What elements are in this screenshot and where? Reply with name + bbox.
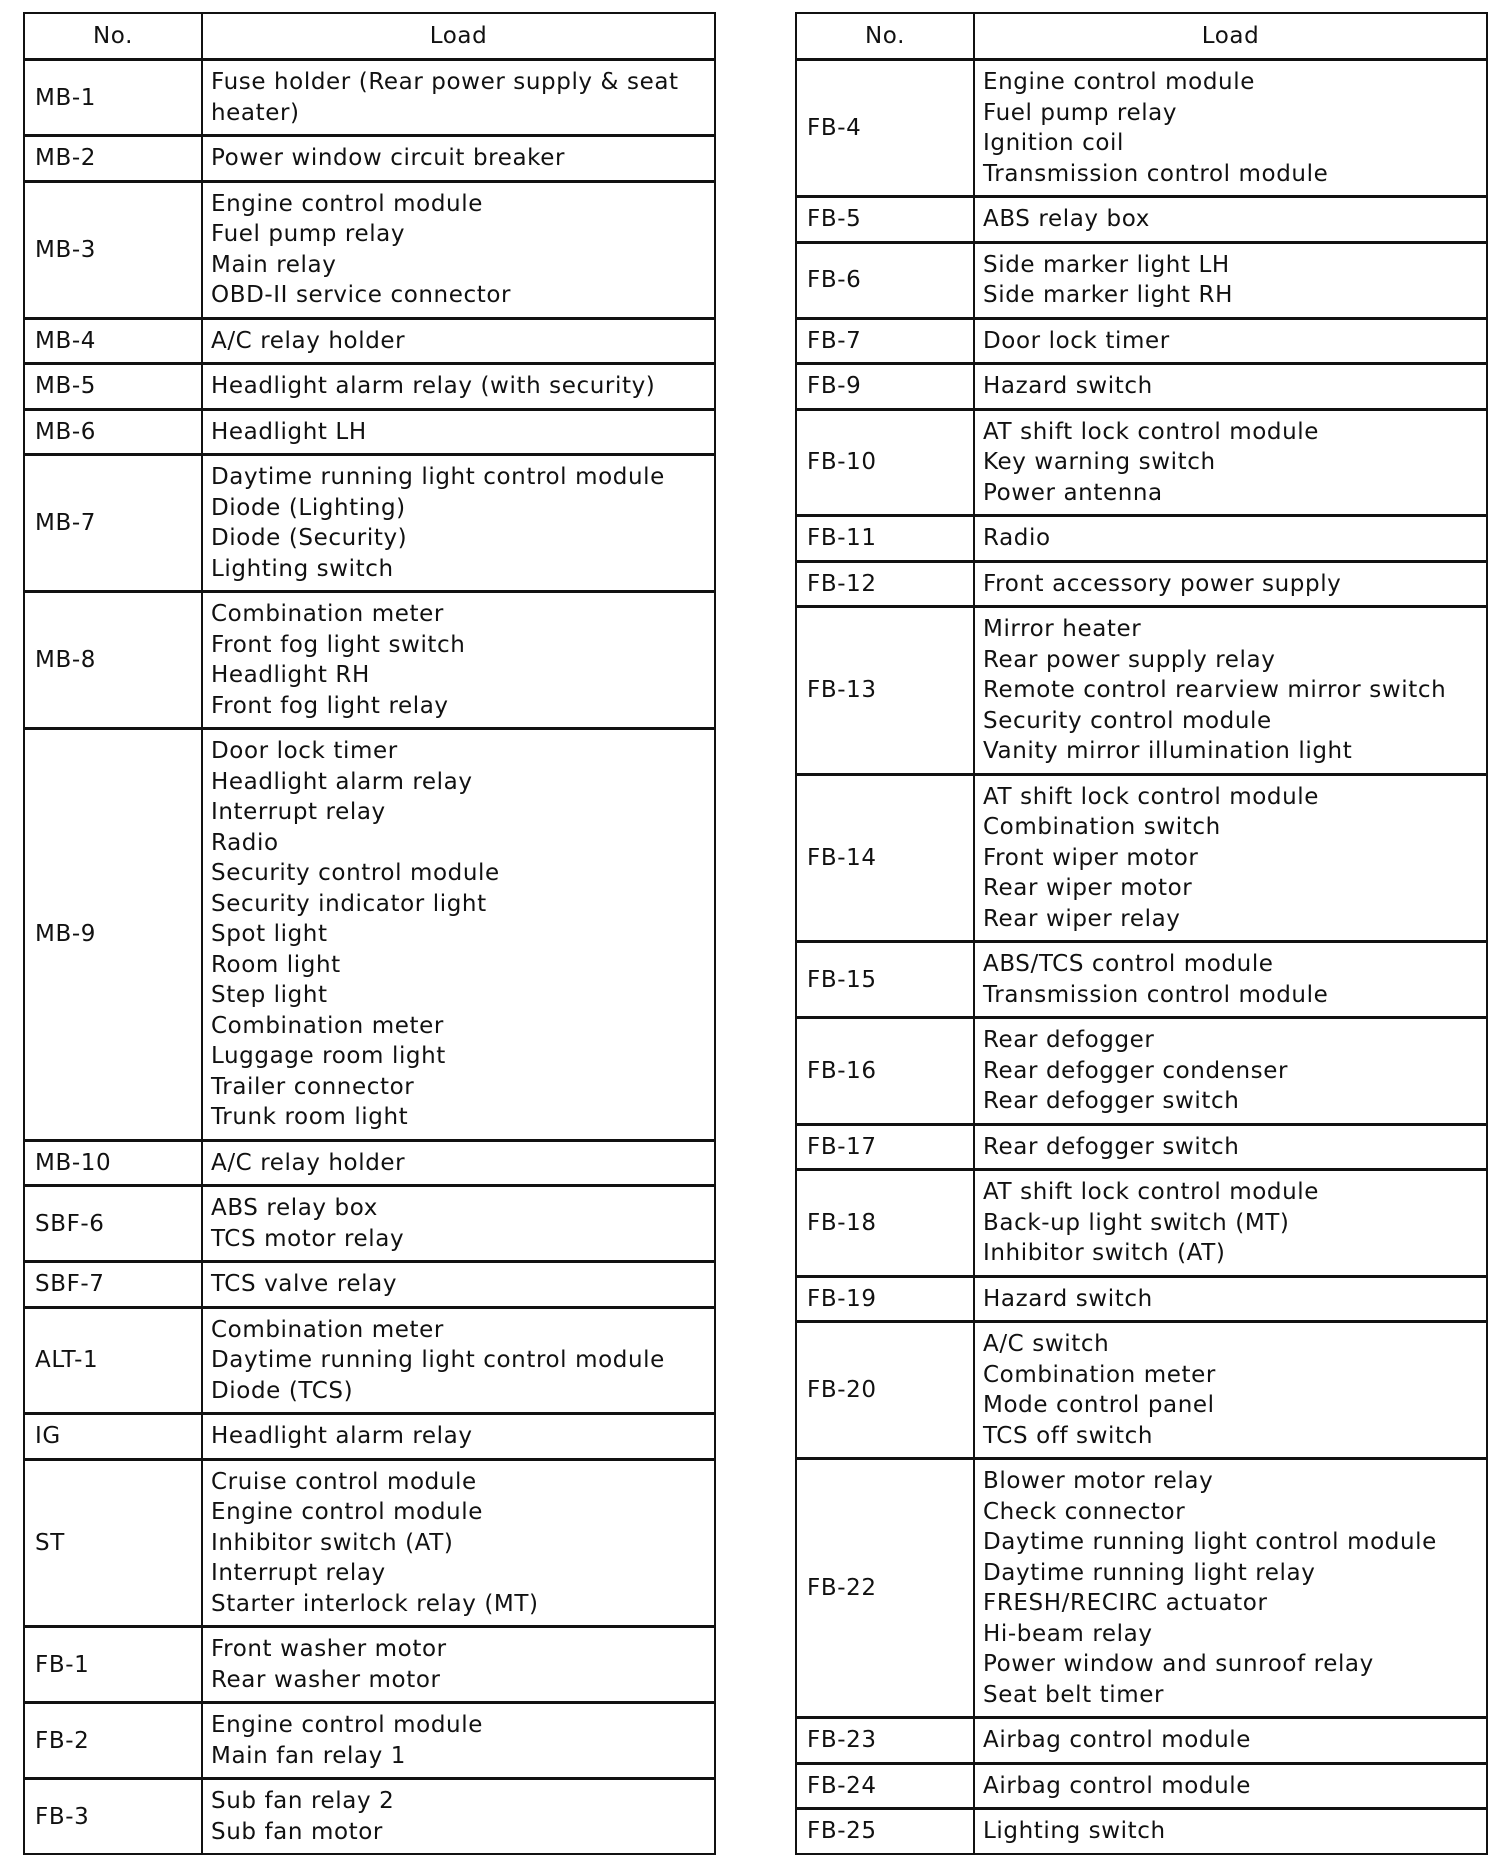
table-row (24, 1779, 715, 1855)
load-item: Fuel pump relay (983, 99, 1178, 126)
table-row (24, 181, 715, 318)
table-row (796, 1322, 1487, 1459)
load-item: Combination meter (211, 601, 444, 627)
table-row (796, 1809, 1487, 1854)
fuse-number: FB-16 (796, 1018, 974, 1125)
load-item: FRESH/RECIRC actuator (983, 1590, 1268, 1616)
load-cell (974, 60, 1487, 197)
load-cell (202, 136, 715, 182)
load-item: Headlight alarm relay (211, 768, 473, 795)
fuse-number: FB-13 (796, 607, 974, 775)
fuse-number: FB-19 (796, 1276, 974, 1322)
load-item: Front fog light relay (211, 692, 449, 719)
load-item: Lighting switch (983, 1818, 1166, 1844)
load-item: Step light (211, 982, 328, 1008)
load-cell (202, 1627, 715, 1703)
load-item: Check connector (983, 1498, 1186, 1525)
load-item: Security indicator light (211, 890, 487, 917)
load-item: Interrupt relay (211, 1560, 386, 1586)
load-item: Trunk room light (211, 1104, 409, 1130)
load-item: Radio (983, 525, 1051, 551)
load-item: ABS relay box (211, 1195, 378, 1221)
fuse-number: MB-4 (24, 318, 202, 364)
table-row (796, 1763, 1487, 1809)
load-item: Lighting switch (211, 555, 394, 582)
load-cell (974, 409, 1487, 516)
fuse-number: IG (24, 1414, 202, 1460)
load-item: Front accessory power supply (983, 570, 1342, 597)
load-cell (974, 197, 1487, 243)
load-cell (974, 318, 1487, 364)
load-item: Rear wiper motor (983, 875, 1193, 901)
load-item: Mode control panel (983, 1392, 1215, 1418)
table-row (796, 1018, 1487, 1125)
fuse-number: FB-25 (796, 1809, 974, 1854)
fuse-number: FB-10 (796, 409, 974, 516)
table-row (24, 1186, 715, 1262)
load-item: Combination meter (211, 1012, 444, 1039)
table-row (796, 516, 1487, 562)
load-item: Headlight LH (211, 418, 367, 445)
load-item: Door lock timer (983, 327, 1170, 354)
load-item: A/C relay holder (211, 1149, 406, 1176)
load-item: Room light (211, 951, 341, 978)
load-item: Daytime running light control module (211, 464, 665, 490)
table-row (24, 1140, 715, 1186)
load-cell (202, 1703, 715, 1779)
load-item: Back-up light switch (MT) (983, 1209, 1290, 1236)
load-item: Headlight alarm relay (211, 1423, 473, 1449)
load-item: A/C relay holder (211, 327, 406, 354)
table-row (24, 136, 715, 182)
load-cell (202, 1186, 715, 1262)
table-row (796, 774, 1487, 942)
table-row (24, 592, 715, 729)
load-item: Power antenna (983, 479, 1163, 506)
load-item: AT shift lock control module (983, 418, 1320, 445)
fuse-number: FB-9 (796, 364, 974, 410)
load-item: Rear defogger switch (983, 1088, 1240, 1114)
fuse-number: FB-7 (796, 318, 974, 364)
load-item: TCS motor relay (211, 1225, 405, 1252)
table-row (24, 1414, 715, 1460)
load-item: TCS off switch (983, 1422, 1154, 1449)
table-row (796, 1718, 1487, 1764)
fuse-number: MB-2 (24, 136, 202, 182)
load-item: Combination meter (983, 1361, 1216, 1388)
load-cell (974, 1718, 1487, 1764)
table-row (24, 1262, 715, 1308)
fuse-number: ALT-1 (24, 1307, 202, 1414)
load-cell (974, 1170, 1487, 1277)
load-cell (974, 1809, 1487, 1854)
load-item: Vanity mirror illumination light (983, 738, 1353, 764)
load-column-header: Load (974, 13, 1487, 60)
load-item: Combination switch (983, 814, 1221, 840)
fuse-number: FB-5 (796, 197, 974, 243)
load-item: Mirror heater (983, 616, 1142, 642)
left-fuse-table (23, 12, 716, 1855)
load-item: Diode (Lighting) (211, 494, 406, 521)
load-cell (202, 318, 715, 364)
load-item: Main fan relay 1 (211, 1742, 407, 1769)
load-item: Front washer motor (211, 1636, 447, 1662)
load-item: Rear washer motor (211, 1666, 441, 1693)
load-item: Fuse holder (Rear power supply & seat heater) (211, 69, 679, 126)
table-row (796, 1170, 1487, 1277)
fuse-number: FB-14 (796, 774, 974, 942)
load-cell (974, 364, 1487, 410)
load-cell (202, 1307, 715, 1414)
right-fuse-table (795, 12, 1488, 1855)
no-column-header: No. (24, 13, 202, 60)
load-cell (974, 1018, 1487, 1125)
fuse-number: MB-5 (24, 364, 202, 410)
load-item: AT shift lock control module (983, 1179, 1320, 1205)
table-row (796, 607, 1487, 775)
load-item: Side marker light LH (983, 251, 1230, 278)
load-item: Main relay (211, 251, 337, 278)
table-row (24, 60, 715, 136)
load-item: Radio (211, 829, 279, 856)
load-cell (202, 181, 715, 318)
table-row (24, 1627, 715, 1703)
load-item: Engine control module (983, 69, 1255, 95)
load-item: Combination meter (211, 1316, 444, 1343)
fuse-number: FB-3 (24, 1779, 202, 1855)
fuse-number: FB-24 (796, 1763, 974, 1809)
load-item: A/C switch (983, 1331, 1110, 1357)
fuse-number: FB-18 (796, 1170, 974, 1277)
load-cell (202, 1459, 715, 1627)
load-cell (974, 1322, 1487, 1459)
load-item: Hi-beam relay (983, 1620, 1153, 1647)
fuse-number: FB-12 (796, 561, 974, 607)
load-cell (202, 729, 715, 1141)
load-cell (202, 455, 715, 592)
load-cell (202, 1414, 715, 1460)
load-item: Diode (Security) (211, 525, 408, 551)
table-row (796, 409, 1487, 516)
fuse-number: MB-6 (24, 409, 202, 455)
load-item: Rear defogger condenser (983, 1057, 1289, 1084)
header-row (796, 13, 1487, 60)
fuse-number: FB-4 (796, 60, 974, 197)
load-item: Seat belt timer (983, 1681, 1165, 1708)
fuse-number: FB-15 (796, 942, 974, 1018)
load-item: TCS valve relay (211, 1271, 398, 1297)
load-item: Fuel pump relay (211, 221, 406, 247)
load-item: Rear power supply relay (983, 646, 1276, 673)
header-row (24, 13, 715, 60)
fuse-number: SBF-6 (24, 1186, 202, 1262)
load-item: Security control module (211, 860, 500, 886)
load-cell (974, 516, 1487, 562)
load-item: Starter interlock relay (MT) (211, 1590, 539, 1617)
load-item: Blower motor relay (983, 1468, 1214, 1494)
load-item: Headlight alarm relay (with security) (211, 373, 656, 399)
table-row (796, 1459, 1487, 1718)
load-item: AT shift lock control module (983, 783, 1320, 810)
load-item: Hazard switch (983, 1285, 1153, 1312)
fuse-number: FB-1 (24, 1627, 202, 1703)
load-item: Security control module (983, 707, 1272, 734)
load-item: Door lock timer (211, 738, 398, 764)
fuse-number: ST (24, 1459, 202, 1627)
load-item: Front wiper motor (983, 844, 1199, 871)
table-row (796, 318, 1487, 364)
load-item: Power window and sunroof relay (983, 1651, 1374, 1677)
load-cell (974, 561, 1487, 607)
load-item: Remote control rearview mirror switch (983, 677, 1447, 703)
load-item: Transmission control module (983, 981, 1329, 1008)
load-item: Luggage room light (211, 1043, 446, 1069)
load-item: OBD-II service connector (211, 282, 512, 308)
table-row (796, 197, 1487, 243)
fuse-number: SBF-7 (24, 1262, 202, 1308)
table-row (24, 318, 715, 364)
fuse-number: FB-22 (796, 1459, 974, 1718)
load-item: Diode (TCS) (211, 1377, 354, 1404)
load-cell (974, 607, 1487, 775)
load-item: ABS relay box (983, 206, 1150, 232)
load-item: Inhibitor switch (AT) (211, 1529, 454, 1556)
load-item: Hazard switch (983, 373, 1153, 399)
table-row (24, 729, 715, 1141)
load-item: Airbag control module (983, 1727, 1252, 1753)
fuse-number: MB-8 (24, 592, 202, 729)
fuse-number: FB-11 (796, 516, 974, 562)
load-cell (202, 364, 715, 410)
load-cell (202, 1262, 715, 1308)
table-row (24, 1459, 715, 1627)
fuse-number: FB-17 (796, 1124, 974, 1170)
load-item: Daytime running light relay (983, 1559, 1316, 1586)
load-item: Daytime running light control module (983, 1529, 1437, 1555)
table-row (796, 1276, 1487, 1322)
table-row (24, 409, 715, 455)
fuse-number: FB-20 (796, 1322, 974, 1459)
load-item: Power window circuit breaker (211, 145, 566, 171)
load-cell (202, 409, 715, 455)
fuse-number: FB-23 (796, 1718, 974, 1764)
load-cell (974, 1763, 1487, 1809)
load-item: Transmission control module (983, 160, 1329, 187)
table-row (24, 1703, 715, 1779)
table-row (796, 942, 1487, 1018)
load-cell (974, 942, 1487, 1018)
table-row (796, 1124, 1487, 1170)
load-item: Cruise control module (211, 1468, 477, 1495)
table-row (796, 242, 1487, 318)
load-item: Inhibitor switch (AT) (983, 1240, 1226, 1266)
load-item: Rear defogger (983, 1027, 1155, 1053)
fuse-number: FB-2 (24, 1703, 202, 1779)
load-cell (202, 592, 715, 729)
table-row (24, 1307, 715, 1414)
load-cell (974, 774, 1487, 942)
fuse-number: MB-10 (24, 1140, 202, 1186)
load-item: Key warning switch (983, 449, 1216, 475)
load-cell (974, 1459, 1487, 1718)
load-item: Engine control module (211, 1712, 483, 1738)
table-row (24, 364, 715, 410)
table-row (796, 364, 1487, 410)
load-item: Ignition coil (983, 130, 1125, 156)
load-item: Interrupt relay (211, 799, 386, 825)
load-item: Sub fan relay 2 (211, 1788, 395, 1814)
load-item: Engine control module (211, 1499, 483, 1525)
load-item: Daytime running light control module (211, 1347, 665, 1373)
load-item: Sub fan motor (211, 1818, 383, 1845)
load-item: Rear defogger switch (983, 1133, 1240, 1160)
table-row (796, 561, 1487, 607)
load-cell (974, 242, 1487, 318)
fuse-number: FB-6 (796, 242, 974, 318)
load-item: Trailer connector (211, 1073, 415, 1100)
fuse-number: MB-1 (24, 60, 202, 136)
fuse-number: MB-3 (24, 181, 202, 318)
fuse-number: MB-7 (24, 455, 202, 592)
load-cell (202, 1140, 715, 1186)
load-item: Headlight RH (211, 662, 370, 688)
load-item: Rear wiper relay (983, 905, 1181, 932)
load-cell (202, 60, 715, 136)
no-column-header: No. (796, 13, 974, 60)
load-column-header: Load (202, 13, 715, 60)
load-item: Engine control module (211, 190, 483, 217)
load-item: Airbag control module (983, 1772, 1252, 1799)
load-item: Front fog light switch (211, 631, 466, 658)
load-cell (202, 1779, 715, 1855)
load-cell (974, 1124, 1487, 1170)
load-item: Spot light (211, 921, 328, 947)
table-row (24, 455, 715, 592)
load-cell (974, 1276, 1487, 1322)
load-item: Side marker light RH (983, 282, 1233, 308)
table-row (796, 60, 1487, 197)
load-item: ABS/TCS control module (983, 951, 1274, 977)
fuse-number: MB-9 (24, 729, 202, 1141)
